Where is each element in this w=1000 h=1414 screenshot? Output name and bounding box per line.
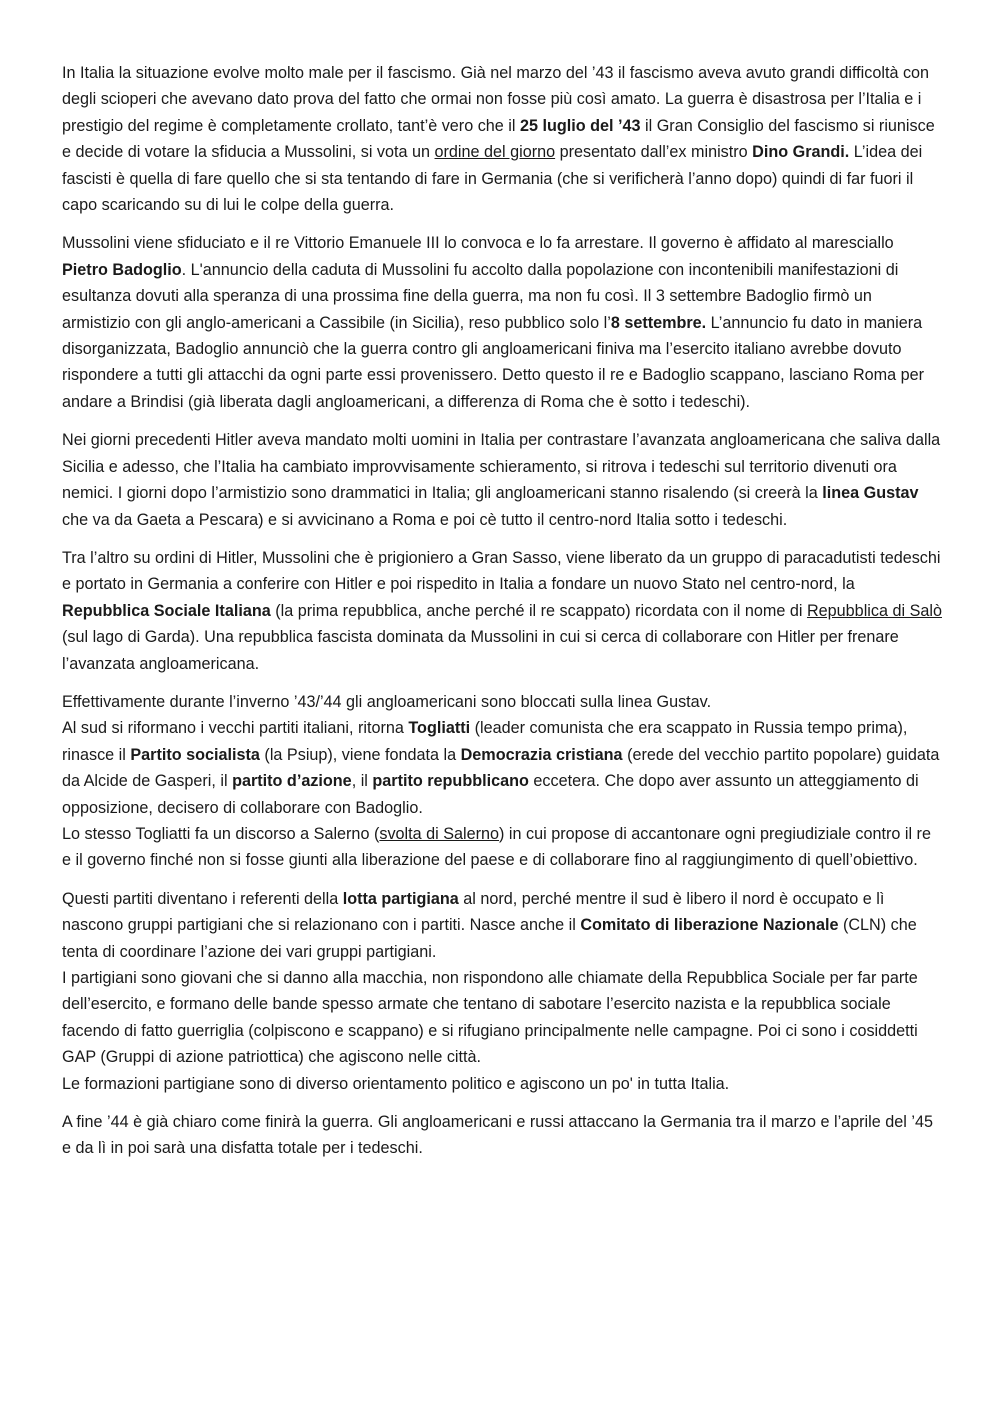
text-run: . L'annuncio della caduta di Mussolini fu accolto dalla popolazione con incontenibili manifestazioni di esultanza dovuti alla speranza di una prossima fine della guerra, ma non fu così. Il 3 settembre Badoglio firmò un armistizio con gli anglo-americani a Cassibile (in Sicilia), reso pubblico solo l’ — [62, 260, 899, 332]
bold-text: Pietro Badoglio — [62, 260, 182, 279]
paragraph — [62, 1109, 942, 1162]
bold-text: Partito socialista — [130, 745, 260, 764]
text-run: (la prima repubblica, anche perché il re scappato) ricordata con il nome di — [270, 601, 807, 620]
text-run: I partigiani sono giovani che si danno alla macchia, non rispondono alle chiamate della Repubblica Sociale per far parte dell’esercito, e formano delle bande spesso armate che tentano di sabotare l’esercito nazista e la repubblica sociale facendo di fatto guerriglia (colpiscono e scappano) e si rifugiano principalmente nelle campagne. Poi ci sono i cosiddetti GAP (Gruppi di azione patriottica) che agiscono nelle città. — [62, 969, 918, 1067]
bold-text: Repubblica Sociale Italiana — [62, 601, 271, 620]
text-run: , il — [351, 772, 373, 791]
bold-text: Dino Grandi. — [752, 143, 850, 162]
paragraph — [62, 230, 942, 415]
paragraph — [62, 545, 942, 677]
text-run: (leader comunista che era scappato in Russia tempo prima), rinasce il — [62, 719, 908, 764]
paragraph — [62, 689, 942, 874]
underlined-text: Repubblica di Salò — [806, 601, 942, 620]
bold-text: linea Gustav — [822, 484, 919, 503]
bold-text: partito d’azione — [232, 772, 352, 791]
bold-text: Togliatti — [408, 719, 471, 738]
text-run: Effettivamente durante l’inverno ’43/’44 gli angloamericani sono bloccati sulla linea Gustav. — [62, 692, 712, 711]
text-run: Nei giorni precedenti Hitler aveva mandato molti uomini in Italia per contrastare l’avanzata angloamericana che saliva dalla Sicilia e adesso, che l’Italia ha cambiato improvvisamente schieramento, si ritrova i tedeschi sul territorio divenuti ora nemici. I giorni dopo l’armistizio sono drammatici in Italia; gli angloamericani stanno risalendo (si creerà la — [62, 431, 941, 503]
bold-text: 8 settembre. — [610, 313, 707, 332]
text-run: (CLN) che tenta di coordinare l’azione dei vari gruppi partigiani. — [62, 916, 917, 961]
text-run: Mussolini viene sfiduciato e il re Vittorio Emanuele III lo convoca e lo fa arrestare. Il governo è affidato al maresciallo — [62, 234, 894, 253]
paragraph — [62, 427, 942, 533]
text-run: Questi partiti diventano i referenti della — [62, 889, 343, 908]
text-run: che va da Gaeta a Pescara) e si avvicinano a Roma e poi cè tutto il centro-nord Italia sotto i tedeschi. — [62, 510, 788, 529]
text-run: A fine ’44 è già chiaro come finirà la guerra. Gli angloamericani e russi attaccano la Germania tra il marzo e l’aprile del ’45 e da lì in poi sarà una disfatta totale per i tedeschi. — [62, 1113, 933, 1158]
text-run: ) in cui propose di accantonare ogni pregiudiziale contro il re e il governo finché non si fosse giunti alla liberazione del paese e di collaborare fino al raggiungimento di quell’obiettivo. — [62, 824, 931, 870]
text-run: Le formazioni partigiane sono di diverso orientamento politico e agiscono un po' in tutta Italia. — [62, 1074, 730, 1093]
text-run: (la Psiup), viene fondata la — [259, 745, 461, 764]
text-run: presentato dall’ex ministro — [555, 143, 753, 162]
text-run: Lo stesso Togliatti fa un discorso a Salerno ( — [62, 824, 380, 843]
bold-text: lotta partigiana — [342, 889, 459, 908]
text-run: il Gran Consiglio del fascismo si riunisce e decide di votare la sfiducia a Mussolini, si vota un — [62, 116, 935, 162]
paragraph — [62, 886, 942, 1097]
text-run: Al sud si riformano i vecchi partiti italiani, ritorna — [62, 719, 409, 738]
text-run: al nord, perché mentre il sud è libero il nord è occupato e lì nascono gruppi partigiani che si relazionano con i partiti. Nasce anche il — [62, 889, 885, 935]
bold-text: partito repubblicano — [372, 772, 529, 791]
text-run: L’idea dei fascisti è quella di fare quello che si sta tentando di fare in Germania (che si verificherà l’anno dopo) quindi di far fuori il capo scaricando su di lui le colpe della guerra. — [62, 143, 923, 215]
text-run: (erede del vecchio partito popolare) guidata da Alcide de Gasperi, il — [62, 745, 940, 791]
bold-text: 25 luglio del ’43 — [519, 116, 641, 135]
underlined-text: ordine del giorno — [434, 143, 556, 162]
bold-text: Comitato di liberazione Nazionale — [580, 916, 839, 935]
text-run: (sul lago di Garda). Una repubblica fascista dominata da Mussolini in cui si cerca di collaborare con Hitler per frenare l’avanzata angloamericana. — [62, 628, 899, 673]
bold-text: Democrazia cristiana — [460, 745, 623, 764]
text-run: L’annuncio fu dato in maniera disorganizzata, Badoglio annunciò che la guerra contro gli angloamericani finiva ma l’esercito italiano avrebbe dovuto rispondere a tutti gli attacchi da ogni parte essi provenissero. Detto questo il re e Badoglio scappano, lasciano Roma per andare a Brindisi (già liberata dagli angloamericani, a differenza di Roma che è sotto i tedeschi). — [62, 313, 925, 411]
text-run: In Italia la situazione evolve molto male per il fascismo. Già nel marzo del ’43 il fascismo aveva avuto grandi difficoltà con degli scioperi che avevano dato prova del fatto che ormai non fosse più così amato. La guerra è disastrosa per l’Italia e i prestigio del regime è completamente crollato, tant’è vero che il — [62, 64, 930, 135]
text-run: Tra l’altro su ordini di Hitler, Mussolini che è prigioniero a Gran Sasso, viene liberato da un gruppo di paracadutisti tedeschi e portato in Germania a conferire con Hitler e poi rispedito in Italia a fondare un nuovo Stato nel centro-nord, la — [62, 548, 941, 594]
underlined-text: svolta di Salerno — [379, 824, 500, 843]
document-page — [62, 60, 942, 1174]
text-run: eccetera. Che dopo aver assunto un atteggiamento di opposizione, decisero di collaborare con Badoglio. — [62, 772, 919, 817]
paragraph — [62, 60, 942, 218]
